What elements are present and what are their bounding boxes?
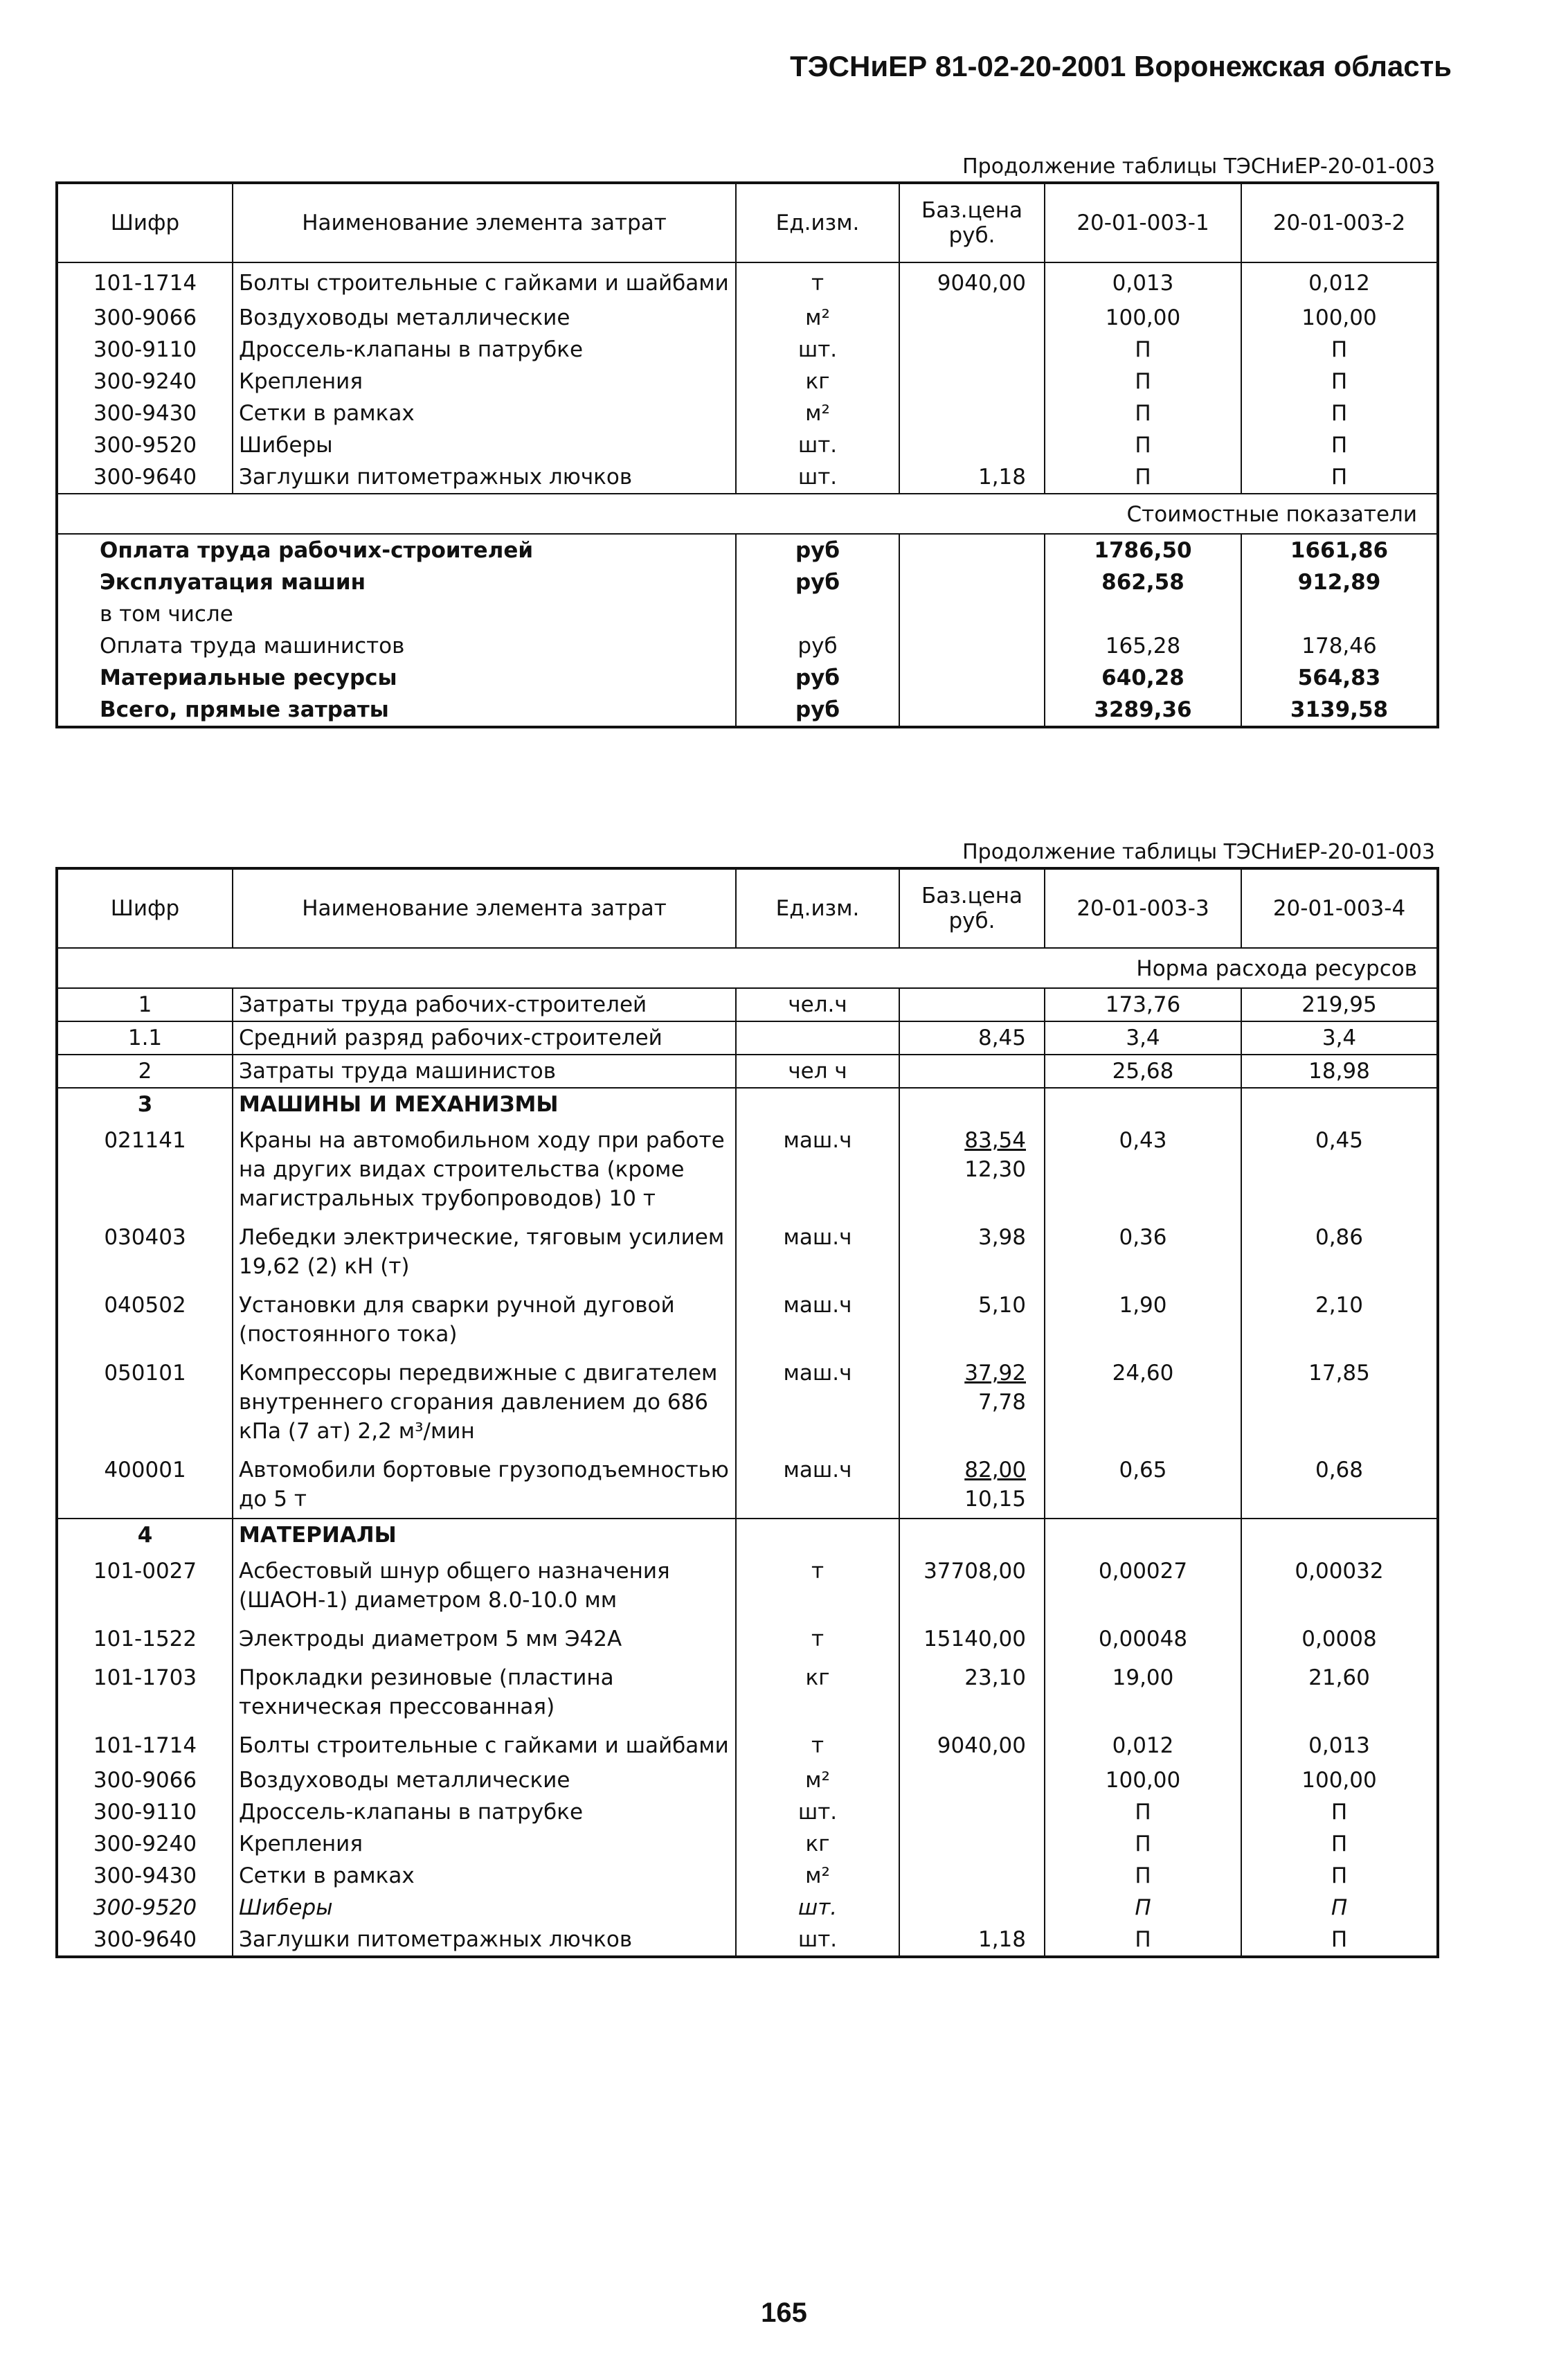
value-cell: П	[1241, 1892, 1438, 1924]
value-cell: 165,28	[1045, 630, 1241, 662]
price-cell	[899, 1353, 1045, 1450]
name-cell: Болты строительные с гайками и шайбами	[233, 1726, 736, 1764]
labor-row	[57, 1055, 1438, 1088]
unit-cell: шт.	[736, 1924, 899, 1957]
name-cell: Асбестовый шнур общего назначения (ШАОН-1) диаметром 8.0-10.0 мм	[233, 1551, 736, 1619]
code-cell: 101-1714	[57, 1726, 233, 1764]
name-cell: Заглушки питометражных лючков	[233, 461, 736, 494]
price-cell	[899, 1450, 1045, 1519]
value-cell: П	[1241, 397, 1438, 429]
price-cell	[899, 429, 1045, 461]
cost-label: в том числе	[57, 598, 736, 630]
value-cell: 3289,36	[1045, 694, 1241, 727]
table-row	[57, 461, 1438, 494]
table2	[55, 867, 1439, 1958]
header-code: Шифр	[57, 868, 233, 948]
header-code: Шифр	[57, 183, 233, 262]
price-cell: 37708,00	[899, 1551, 1045, 1619]
cost-label: Материальные ресурсы	[57, 662, 736, 694]
header-col-1: 20-01-003-1	[1045, 183, 1241, 262]
empty-cell	[899, 1519, 1045, 1551]
value-cell: П	[1241, 334, 1438, 366]
name-cell: Затраты труда машинистов	[233, 1055, 736, 1088]
machine-row	[57, 1285, 1438, 1353]
unit-cell: маш.ч	[736, 1285, 899, 1353]
value-cell: П	[1241, 461, 1438, 494]
code-cell: 300-9520	[57, 1892, 233, 1924]
name-cell: Установки для сварки ручной дуговой (постоянного тока)	[233, 1285, 736, 1353]
value-cell: П	[1045, 397, 1241, 429]
name-cell: Шиберы	[233, 429, 736, 461]
name-cell: Прокладки резиновые (пластина техническая прессованная)	[233, 1658, 736, 1726]
unit-cell	[736, 598, 899, 630]
section-title: МАШИНЫ И МЕХАНИЗМЫ	[233, 1088, 736, 1120]
name-cell: Электроды диаметром 5 мм Э42А	[233, 1619, 736, 1658]
empty-cell	[736, 1088, 899, 1120]
price-cell	[899, 694, 1045, 727]
price-labor-value: 12,30	[964, 1157, 1026, 1182]
price-cell: 9040,00	[899, 262, 1045, 302]
name-cell: Воздуховоды металлические	[233, 1764, 736, 1796]
value-cell: П	[1045, 461, 1241, 494]
table-row	[57, 334, 1438, 366]
code-cell: 030403	[57, 1217, 233, 1285]
unit-cell: кг	[736, 366, 899, 397]
header-price: Баз.цена руб.	[899, 183, 1045, 262]
unit-cell: маш.ч	[736, 1450, 899, 1519]
header-col-2: 20-01-003-2	[1241, 183, 1438, 262]
price-value: 37,92	[964, 1361, 1026, 1386]
name-cell: Автомобили бортовые грузоподъемностью до 5 т	[233, 1450, 736, 1519]
machine-row	[57, 1120, 1438, 1217]
name-cell: Затраты труда рабочих-строителей	[233, 988, 736, 1021]
cost-row	[57, 598, 1438, 630]
header-unit: Ед.изм.	[736, 183, 899, 262]
table2-block	[55, 839, 1436, 1958]
code-cell: 2	[57, 1055, 233, 1088]
header-col-3: 20-01-003-3	[1045, 868, 1241, 948]
price-cell: 23,10	[899, 1658, 1045, 1726]
material-row	[57, 1860, 1438, 1892]
price-cell	[899, 1764, 1045, 1796]
price-labor-value: 7,78	[977, 1390, 1026, 1415]
price-cell	[899, 1860, 1045, 1892]
price-cell: 1,18	[899, 461, 1045, 494]
value-cell: 1,90	[1045, 1285, 1241, 1353]
value-cell: 219,95	[1241, 988, 1438, 1021]
code-cell: 1	[57, 988, 233, 1021]
value-cell: 0,36	[1045, 1217, 1241, 1285]
header-name: Наименование элемента затрат	[233, 183, 736, 262]
unit-cell: т	[736, 1619, 899, 1658]
material-row	[57, 1796, 1438, 1828]
code-cell: 300-9240	[57, 366, 233, 397]
name-cell: Краны на автомобильном ходу при работе на других видах строительства (кроме магистральных трубопроводов) 10 т	[233, 1120, 736, 1217]
table1-caption: Продолжение таблицы ТЭСНиЕР-20-01-003	[962, 154, 1435, 179]
machine-row	[57, 1217, 1438, 1285]
table-row	[57, 302, 1438, 334]
value-cell: 640,28	[1045, 662, 1241, 694]
unit-cell: м²	[736, 397, 899, 429]
material-row	[57, 1828, 1438, 1860]
name-cell: Компрессоры передвижные с двигателем внутреннего сгорания давлением до 686 кПа (7 ат) 2,2 м³/мин	[233, 1353, 736, 1450]
name-cell: Сетки в рамках	[233, 397, 736, 429]
unit-cell: т	[736, 1726, 899, 1764]
unit-cell: маш.ч	[736, 1120, 899, 1217]
section-header-row	[57, 1088, 1438, 1120]
value-cell: П	[1045, 334, 1241, 366]
price-cell	[899, 566, 1045, 598]
price-cell	[899, 630, 1045, 662]
name-cell: Крепления	[233, 1828, 736, 1860]
value-cell: 0,43	[1045, 1120, 1241, 1217]
value-cell: 3,4	[1045, 1021, 1241, 1055]
value-cell: П	[1241, 429, 1438, 461]
unit-cell	[736, 1021, 899, 1055]
price-labor-value: 10,15	[964, 1487, 1026, 1512]
price-cell	[899, 1120, 1045, 1217]
value-cell: 3,4	[1241, 1021, 1438, 1055]
value-cell: 0,68	[1241, 1450, 1438, 1519]
name-cell: Дроссель-клапаны в патрубке	[233, 334, 736, 366]
name-cell: Шиберы	[233, 1892, 736, 1924]
header-col-4: 20-01-003-4	[1241, 868, 1438, 948]
code-cell: 300-9430	[57, 397, 233, 429]
cost-row	[57, 534, 1438, 566]
value-cell	[1241, 598, 1438, 630]
code-cell: 101-1703	[57, 1658, 233, 1726]
material-row	[57, 1892, 1438, 1924]
value-cell: 173,76	[1045, 988, 1241, 1021]
code-cell: 300-9110	[57, 1796, 233, 1828]
value-cell: 100,00	[1045, 302, 1241, 334]
cost-row	[57, 694, 1438, 727]
value-cell: 0,00032	[1241, 1551, 1438, 1619]
value-cell: П	[1241, 366, 1438, 397]
price-value: 83,54	[964, 1128, 1026, 1153]
value-cell: 18,98	[1241, 1055, 1438, 1088]
value-cell: 862,58	[1045, 566, 1241, 598]
price-cell	[899, 1055, 1045, 1088]
price-cell	[899, 988, 1045, 1021]
price-cell	[899, 334, 1045, 366]
price-value: 3,98	[977, 1225, 1026, 1250]
price-cell	[899, 366, 1045, 397]
value-cell: П	[1045, 429, 1241, 461]
price-cell: 15140,00	[899, 1619, 1045, 1658]
value-cell: 0,65	[1045, 1450, 1241, 1519]
empty-cell	[1241, 1088, 1438, 1120]
code-cell: 300-9066	[57, 1764, 233, 1796]
code-cell: 300-9640	[57, 1924, 233, 1957]
unit-cell: маш.ч	[736, 1353, 899, 1450]
price-cell	[899, 1892, 1045, 1924]
name-cell: Средний разряд рабочих-строителей	[233, 1021, 736, 1055]
section-row	[57, 948, 1438, 988]
code-cell: 300-9430	[57, 1860, 233, 1892]
unit-cell: шт.	[736, 461, 899, 494]
value-cell: 100,00	[1241, 302, 1438, 334]
value-cell: П	[1241, 1924, 1438, 1957]
value-cell: 178,46	[1241, 630, 1438, 662]
unit-cell: чел ч	[736, 1055, 899, 1088]
section-label: Норма расхода ресурсов	[57, 948, 1438, 988]
value-cell: П	[1241, 1860, 1438, 1892]
value-cell: 0,86	[1241, 1217, 1438, 1285]
value-cell: 3139,58	[1241, 694, 1438, 727]
table1-block	[55, 154, 1436, 728]
code-cell: 050101	[57, 1353, 233, 1450]
value-cell: П	[1045, 1924, 1241, 1957]
value-cell: П	[1045, 366, 1241, 397]
price-cell	[899, 598, 1045, 630]
name-cell: Воздуховоды металлические	[233, 302, 736, 334]
table-row	[57, 429, 1438, 461]
value-cell: П	[1241, 1828, 1438, 1860]
unit-cell: т	[736, 1551, 899, 1619]
unit-cell: руб	[736, 694, 899, 727]
value-cell: 100,00	[1045, 1764, 1241, 1796]
value-cell: 100,00	[1241, 1764, 1438, 1796]
code-cell: 040502	[57, 1285, 233, 1353]
price-cell	[899, 1217, 1045, 1285]
value-cell: 0,012	[1241, 262, 1438, 302]
cost-row	[57, 566, 1438, 598]
empty-cell	[1241, 1519, 1438, 1551]
table2-header-row	[57, 868, 1438, 948]
value-cell: 21,60	[1241, 1658, 1438, 1726]
value-cell: 564,83	[1241, 662, 1438, 694]
cost-row	[57, 630, 1438, 662]
price-value: 82,00	[964, 1458, 1026, 1483]
labor-row	[57, 1021, 1438, 1055]
name-cell: Дроссель-клапаны в патрубке	[233, 1796, 736, 1828]
table1-header-row	[57, 183, 1438, 262]
section-code: 3	[57, 1088, 233, 1120]
unit-cell: чел.ч	[736, 988, 899, 1021]
value-cell: П	[1045, 1860, 1241, 1892]
value-cell: 0,013	[1045, 262, 1241, 302]
empty-cell	[736, 1519, 899, 1551]
value-cell: 19,00	[1045, 1658, 1241, 1726]
price-cell: 9040,00	[899, 1726, 1045, 1764]
code-cell: 300-9066	[57, 302, 233, 334]
code-cell: 300-9520	[57, 429, 233, 461]
header-name: Наименование элемента затрат	[233, 868, 736, 948]
cost-label: Оплата труда машинистов	[57, 630, 736, 662]
header-price: Баз.цена руб.	[899, 868, 1045, 948]
value-cell: 17,85	[1241, 1353, 1438, 1450]
code-cell: 400001	[57, 1450, 233, 1519]
price-cell	[899, 534, 1045, 566]
section-title: МАТЕРИАЛЫ	[233, 1519, 736, 1551]
value-cell: П	[1241, 1796, 1438, 1828]
unit-cell: руб	[736, 534, 899, 566]
section-header-row	[57, 1519, 1438, 1551]
machine-row	[57, 1450, 1438, 1519]
unit-cell: м²	[736, 302, 899, 334]
value-cell: 0,00027	[1045, 1551, 1241, 1619]
material-row	[57, 1726, 1438, 1764]
price-cell	[899, 1828, 1045, 1860]
name-cell: Лебедки электрические, тяговым усилием 19,62 (2) кН (т)	[233, 1217, 736, 1285]
table-row	[57, 397, 1438, 429]
name-cell: Болты строительные с гайками и шайбами	[233, 262, 736, 302]
unit-cell: шт.	[736, 1796, 899, 1828]
value-cell: П	[1045, 1828, 1241, 1860]
value-cell: 0,0008	[1241, 1619, 1438, 1658]
code-cell: 101-1714	[57, 262, 233, 302]
page-number: 165	[761, 2298, 807, 2328]
unit-cell: м²	[736, 1860, 899, 1892]
cost-label: Всего, прямые затраты	[57, 694, 736, 727]
code-cell: 101-1522	[57, 1619, 233, 1658]
code-cell: 300-9240	[57, 1828, 233, 1860]
value-cell: 0,00048	[1045, 1619, 1241, 1658]
labor-row	[57, 988, 1438, 1021]
value-cell: 1786,50	[1045, 534, 1241, 566]
unit-cell: шт.	[736, 1892, 899, 1924]
price-cell	[899, 1796, 1045, 1828]
empty-cell	[899, 1088, 1045, 1120]
material-row	[57, 1764, 1438, 1796]
code-cell: 101-0027	[57, 1551, 233, 1619]
value-cell: 0,013	[1241, 1726, 1438, 1764]
price-cell	[899, 662, 1045, 694]
unit-cell: кг	[736, 1658, 899, 1726]
name-cell: Сетки в рамках	[233, 1860, 736, 1892]
unit-cell: м²	[736, 1764, 899, 1796]
price-cell	[899, 1285, 1045, 1353]
empty-cell	[1045, 1519, 1241, 1551]
unit-cell: руб	[736, 566, 899, 598]
value-cell: 1661,86	[1241, 534, 1438, 566]
value-cell: П	[1045, 1796, 1241, 1828]
material-row	[57, 1551, 1438, 1619]
code-cell: 021141	[57, 1120, 233, 1217]
table1	[55, 181, 1439, 728]
material-row	[57, 1658, 1438, 1726]
value-cell: 0,012	[1045, 1726, 1241, 1764]
value-cell: 25,68	[1045, 1055, 1241, 1088]
unit-cell: руб	[736, 662, 899, 694]
name-cell: Заглушки питометражных лючков	[233, 1924, 736, 1957]
price-cell	[899, 397, 1045, 429]
header-unit: Ед.изм.	[736, 868, 899, 948]
code-cell: 300-9640	[57, 461, 233, 494]
table2-caption: Продолжение таблицы ТЭСНиЕР-20-01-003	[962, 840, 1435, 864]
unit-cell: кг	[736, 1828, 899, 1860]
price-cell	[899, 302, 1045, 334]
value-cell: 24,60	[1045, 1353, 1241, 1450]
machine-row	[57, 1353, 1438, 1450]
code-cell: 300-9110	[57, 334, 233, 366]
value-cell: 2,10	[1241, 1285, 1438, 1353]
empty-cell	[1045, 1088, 1241, 1120]
unit-cell: шт.	[736, 334, 899, 366]
table-row	[57, 262, 1438, 302]
unit-cell: руб	[736, 630, 899, 662]
code-cell: 1.1	[57, 1021, 233, 1055]
section-row	[57, 494, 1438, 534]
material-row	[57, 1924, 1438, 1957]
price-value: 5,10	[977, 1293, 1026, 1318]
price-cell: 1,18	[899, 1924, 1045, 1957]
value-cell	[1045, 598, 1241, 630]
value-cell: П	[1045, 1892, 1241, 1924]
unit-cell: маш.ч	[736, 1217, 899, 1285]
value-cell: 912,89	[1241, 566, 1438, 598]
cost-label: Оплата труда рабочих-строителей	[57, 534, 736, 566]
unit-cell: т	[736, 262, 899, 302]
table-row	[57, 366, 1438, 397]
section-label: Стоимостные показатели	[57, 494, 1438, 534]
name-cell: Крепления	[233, 366, 736, 397]
value-cell: 0,45	[1241, 1120, 1438, 1217]
price-cell: 8,45	[899, 1021, 1045, 1055]
material-row	[57, 1619, 1438, 1658]
unit-cell: шт.	[736, 429, 899, 461]
cost-label: Эксплуатация машин	[57, 566, 736, 598]
document-header: ТЭСНиЕР 81-02-20-2001 Воронежская область	[790, 50, 1452, 82]
section-code: 4	[57, 1519, 233, 1551]
cost-row	[57, 662, 1438, 694]
